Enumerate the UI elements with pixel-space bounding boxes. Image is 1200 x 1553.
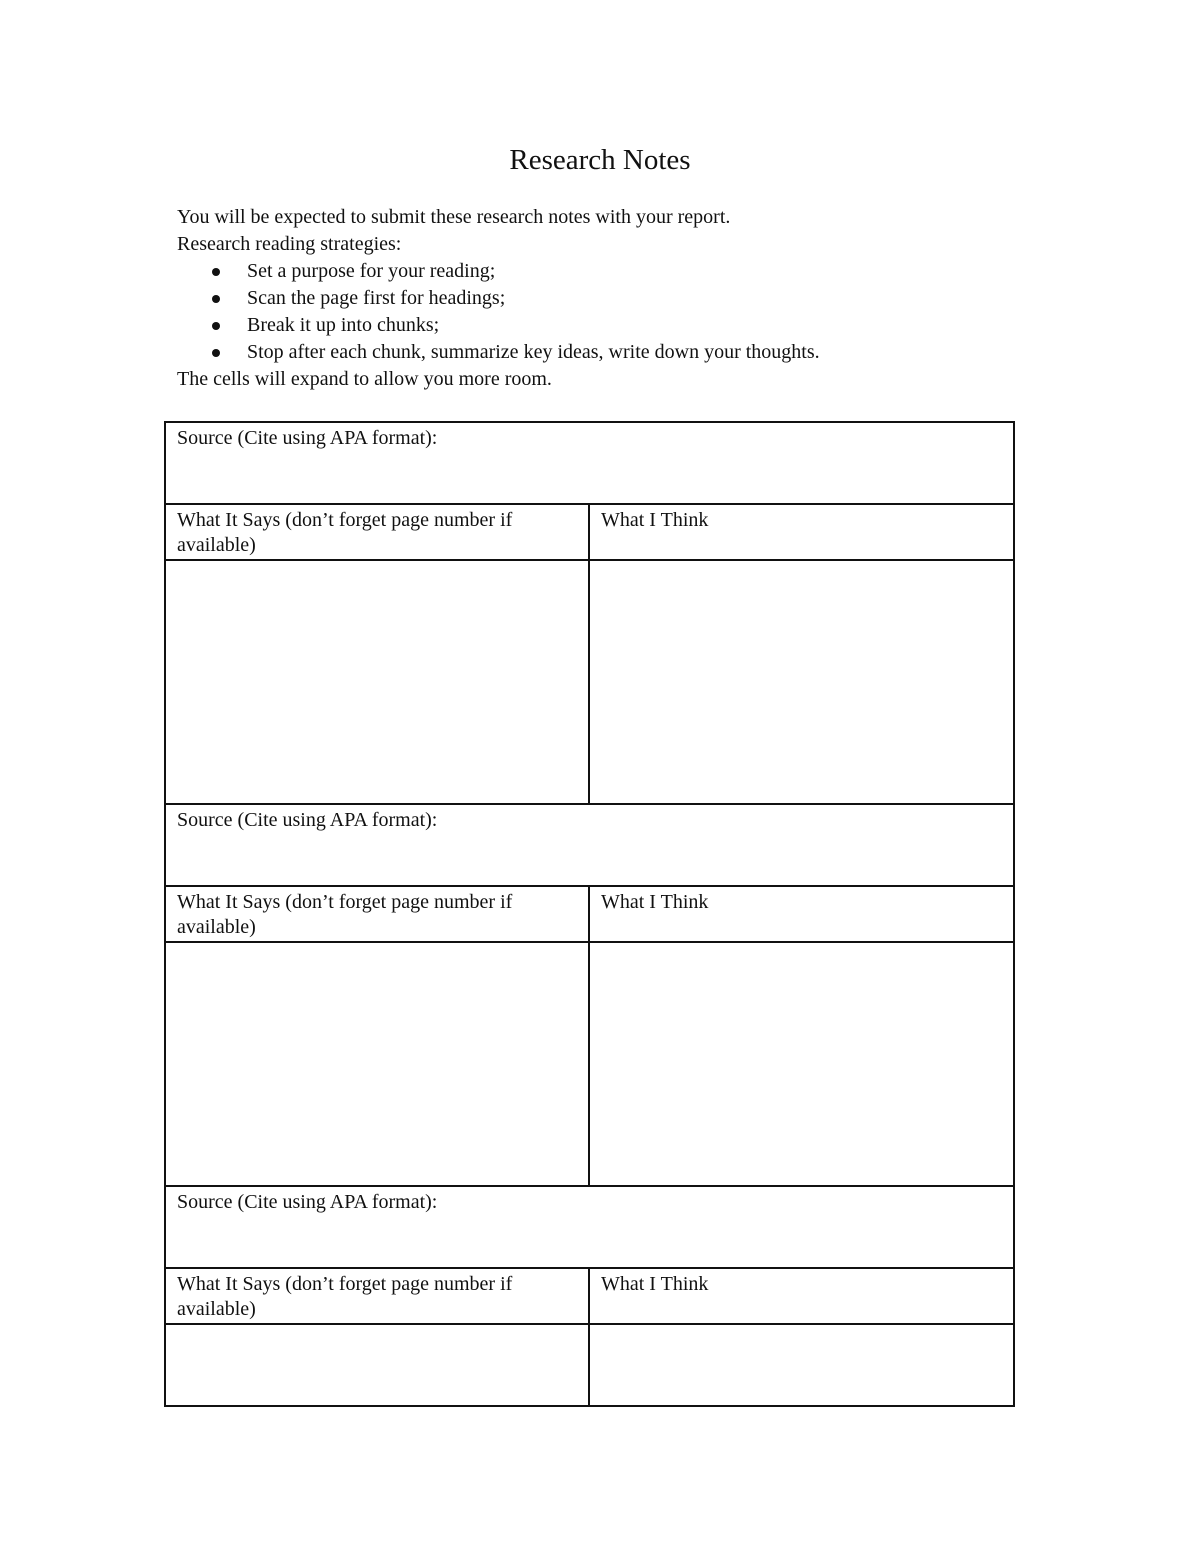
- bullet-icon: [212, 322, 220, 330]
- what-i-think-header: [589, 886, 1014, 942]
- column-header-row: [165, 1268, 1014, 1324]
- strategy-item: [177, 258, 820, 285]
- bullet-icon: [212, 268, 220, 276]
- source-cell[interactable]: [165, 804, 1014, 886]
- what-it-says-cell[interactable]: [165, 1324, 589, 1406]
- source-row: [165, 1186, 1014, 1268]
- source-row: [165, 804, 1014, 886]
- what-it-says-header: [165, 1268, 589, 1324]
- page-title: Research Notes: [509, 144, 691, 176]
- what-it-says-cell[interactable]: [165, 942, 589, 1186]
- source-row: [165, 422, 1014, 504]
- expand-note: The cells will expand to allow you more room.: [177, 368, 552, 390]
- source-label: Source (Cite using APA format):: [177, 809, 438, 831]
- bullet-icon: [212, 349, 220, 357]
- what-it-says-label: What It Says (don’t forget page number if available): [177, 509, 513, 556]
- what-i-think-cell[interactable]: [589, 1324, 1014, 1406]
- intro-submit-note: You will be expected to submit these research notes with your report.: [177, 206, 731, 228]
- intro-section: [177, 204, 820, 393]
- what-i-think-label: What I Think: [601, 509, 709, 531]
- what-it-says-header: [165, 886, 589, 942]
- strategy-text: Scan the page first for headings;: [247, 287, 506, 309]
- what-it-says-label: What It Says (don’t forget page number if available): [177, 891, 513, 938]
- strategy-item: [177, 339, 820, 366]
- what-i-think-header: [589, 504, 1014, 560]
- bullet-icon: [212, 295, 220, 303]
- what-it-says-label: What It Says (don’t forget page number if available): [177, 1273, 513, 1320]
- strategy-text: Stop after each chunk, summarize key ideas, write down your thoughts.: [247, 341, 820, 363]
- source-cell[interactable]: [165, 1186, 1014, 1268]
- strategies-list: [177, 258, 820, 366]
- strategies-heading: Research reading strategies:: [177, 233, 402, 255]
- research-notes-table: [164, 421, 1015, 1407]
- what-i-think-cell[interactable]: [589, 942, 1014, 1186]
- what-i-think-label: What I Think: [601, 1273, 709, 1295]
- source-label: Source (Cite using APA format):: [177, 427, 438, 449]
- source-label: Source (Cite using APA format):: [177, 1191, 438, 1213]
- what-i-think-cell[interactable]: [589, 560, 1014, 804]
- column-header-row: [165, 504, 1014, 560]
- strategy-text: Break it up into chunks;: [247, 314, 440, 336]
- strategy-item: [177, 312, 820, 339]
- what-it-says-cell[interactable]: [165, 560, 589, 804]
- notes-row: [165, 942, 1014, 1186]
- strategy-item: [177, 285, 820, 312]
- strategy-text: Set a purpose for your reading;: [247, 260, 496, 282]
- what-it-says-header: [165, 504, 589, 560]
- what-i-think-label: What I Think: [601, 891, 709, 913]
- source-cell[interactable]: [165, 422, 1014, 504]
- what-i-think-header: [589, 1268, 1014, 1324]
- notes-row: [165, 1324, 1014, 1406]
- column-header-row: [165, 886, 1014, 942]
- notes-row: [165, 560, 1014, 804]
